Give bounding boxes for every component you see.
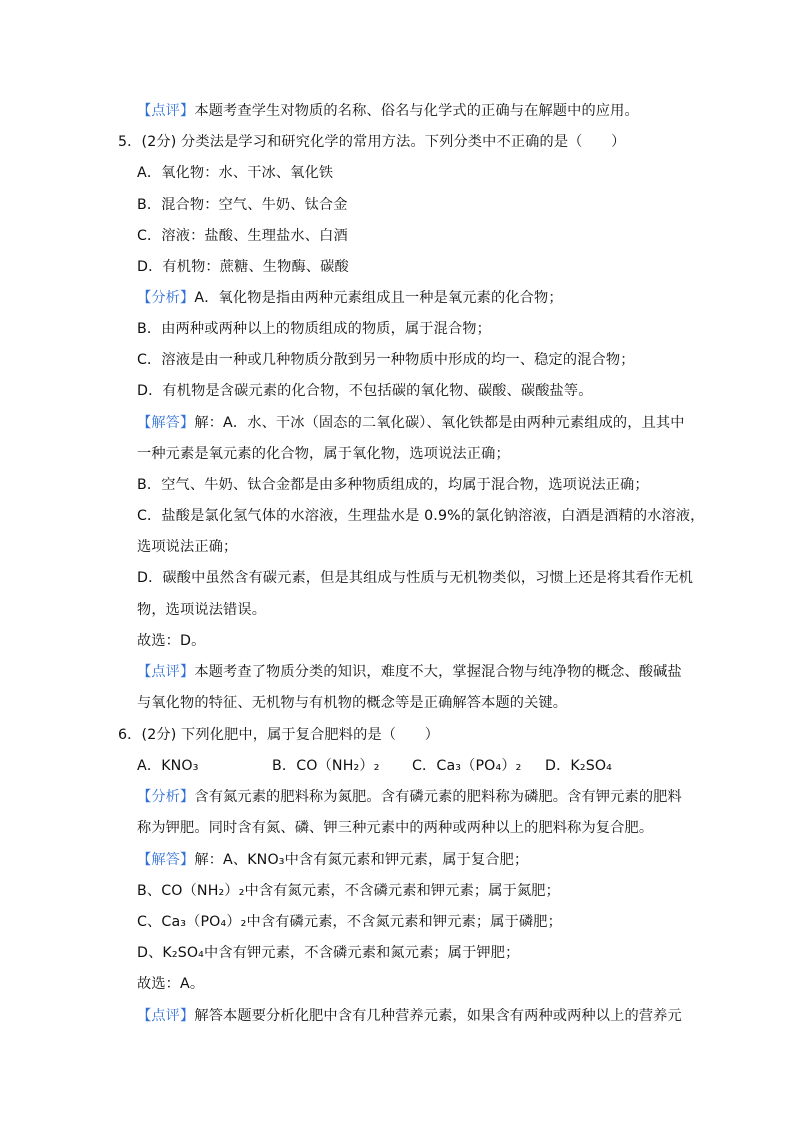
- q5-analysis-line: D．有机物是含碳元素的化合物，不包括碳的氧化物、碳酸、碳酸盐等。: [137, 383, 593, 399]
- q6-answer-line: C、Ca₃（PO₄）₂中含有磷元素，不含氮元素和钾元素；属于磷肥；: [137, 914, 562, 930]
- q4-review: [137, 101, 639, 121]
- q5-answer-line: B．空气、牛奶、钛合金都是由多种物质组成的，均属于混合物，选项说法正确；: [137, 477, 649, 493]
- q5-answer-line: 选项说法正确；: [137, 539, 238, 555]
- q6-analysis: [137, 787, 682, 807]
- q5-analysis-line: B．由两种或两种以上的物质组成的物质，属于混合物；: [137, 321, 491, 337]
- q5-final-choice: 故选：D。: [137, 633, 206, 649]
- q5-option-c: C．溶液：盐酸、生理盐水、白酒: [137, 228, 348, 244]
- q5-analysis: [137, 288, 563, 308]
- q5-answer-line: 一种元素是氧元素的化合物，属于氧化物，选项说法正确；: [137, 446, 510, 462]
- q6-option-a: A．KNO₃: [137, 758, 199, 774]
- q5-option-b: B．混合物：空气、牛奶、钛合金: [137, 197, 348, 213]
- q6-review: [137, 1006, 682, 1026]
- answer-tag: 【解答】: [137, 852, 195, 868]
- q5-answer-line: 物，选项说法错误。: [137, 602, 267, 618]
- answer-tag: 【解答】: [137, 415, 195, 431]
- analysis-tag: 【分析】: [137, 290, 195, 306]
- analysis-tag: 【分析】: [137, 789, 195, 805]
- q6-final-choice: 故选：A。: [137, 976, 205, 992]
- q6-option-b: B．CO（NH₂）₂: [272, 758, 380, 774]
- q6-answer: [137, 850, 528, 870]
- q5-answer-line: D．碳酸中虽然含有碳元素，但是其组成与性质与无机物类似，习惯上还是将其看作无机: [137, 570, 693, 586]
- q6-analysis-line: 含有氮元素的肥料称为氮肥。含有磷元素的肥料称为磷肥。含有钾元素的肥料: [194, 789, 682, 805]
- q6-stem: 6．(2分) 下列化肥中，属于复合肥料的是（ ）: [118, 727, 440, 743]
- q5-review-line: 与氧化物的特征、无机物与有机物的概念等是正确解答本题的关键。: [137, 695, 568, 711]
- q5-analysis-line: C．溶液是由一种或几种物质分散到另一种物质中形成的均一、稳定的混合物；: [137, 352, 635, 368]
- q5-option-d: D．有机物：蔗糖、生物酶、碳酸: [137, 259, 349, 275]
- q6-answer-line: D、K₂SO₄中含有钾元素，不含磷元素和氮元素；属于钾肥；: [137, 945, 520, 961]
- q6-review-text: 解答本题要分析化肥中含有几种营养元素，如果含有两种或两种以上的营养元: [194, 1008, 682, 1024]
- review-tag: 【点评】: [137, 103, 195, 119]
- q5-review-line: 本题考查了物质分类的知识，难度不大，掌握混合物与纯净物的概念、酸碱盐: [194, 664, 682, 680]
- q5-analysis-line: A．氧化物是指由两种元素组成且一种是氧元素的化合物；: [194, 290, 563, 306]
- q5-answer: [137, 413, 685, 433]
- q6-answer-line: 解：A、KNO₃中含有氮元素和钾元素，属于复合肥；: [194, 852, 529, 868]
- q5-review: [137, 662, 682, 682]
- q4-review-text: 本题考查学生对物质的名称、俗名与化学式的正确与在解题中的应用。: [194, 103, 639, 119]
- q5-answer-line: 解：A．水、干冰（固态的二氧化碳）、氧化铁都是由两种元素组成的，且其中: [194, 415, 685, 431]
- q6-answer-line: B、CO（NH₂）₂中含有氮元素，不含磷元素和钾元素；属于氮肥；: [137, 883, 560, 899]
- q6-options-row: [137, 756, 657, 776]
- q5-answer-line: C．盐酸是氯化氢气体的水溶液，生理盐水是 0.9%的氯化钠溶液，白酒是酒精的水溶液，: [137, 508, 705, 524]
- q5-option-a: A．氧化物：水、干冰、氧化铁: [137, 165, 334, 181]
- q5-stem: 5．(2分) 分类法是学习和研究化学的常用方法。下列分类中不正确的是（ ）: [118, 134, 626, 150]
- review-tag: 【点评】: [137, 1008, 195, 1024]
- review-tag: 【点评】: [137, 664, 195, 680]
- q6-option-c: C．Ca₃（PO₄）₂: [412, 758, 522, 774]
- q6-analysis-line: 称为钾肥。同时含有氮、磷、钾三种元素中的两种或两种以上的肥料称为复合肥。: [137, 820, 654, 836]
- q6-option-d: D．K₂SO₄: [545, 758, 613, 774]
